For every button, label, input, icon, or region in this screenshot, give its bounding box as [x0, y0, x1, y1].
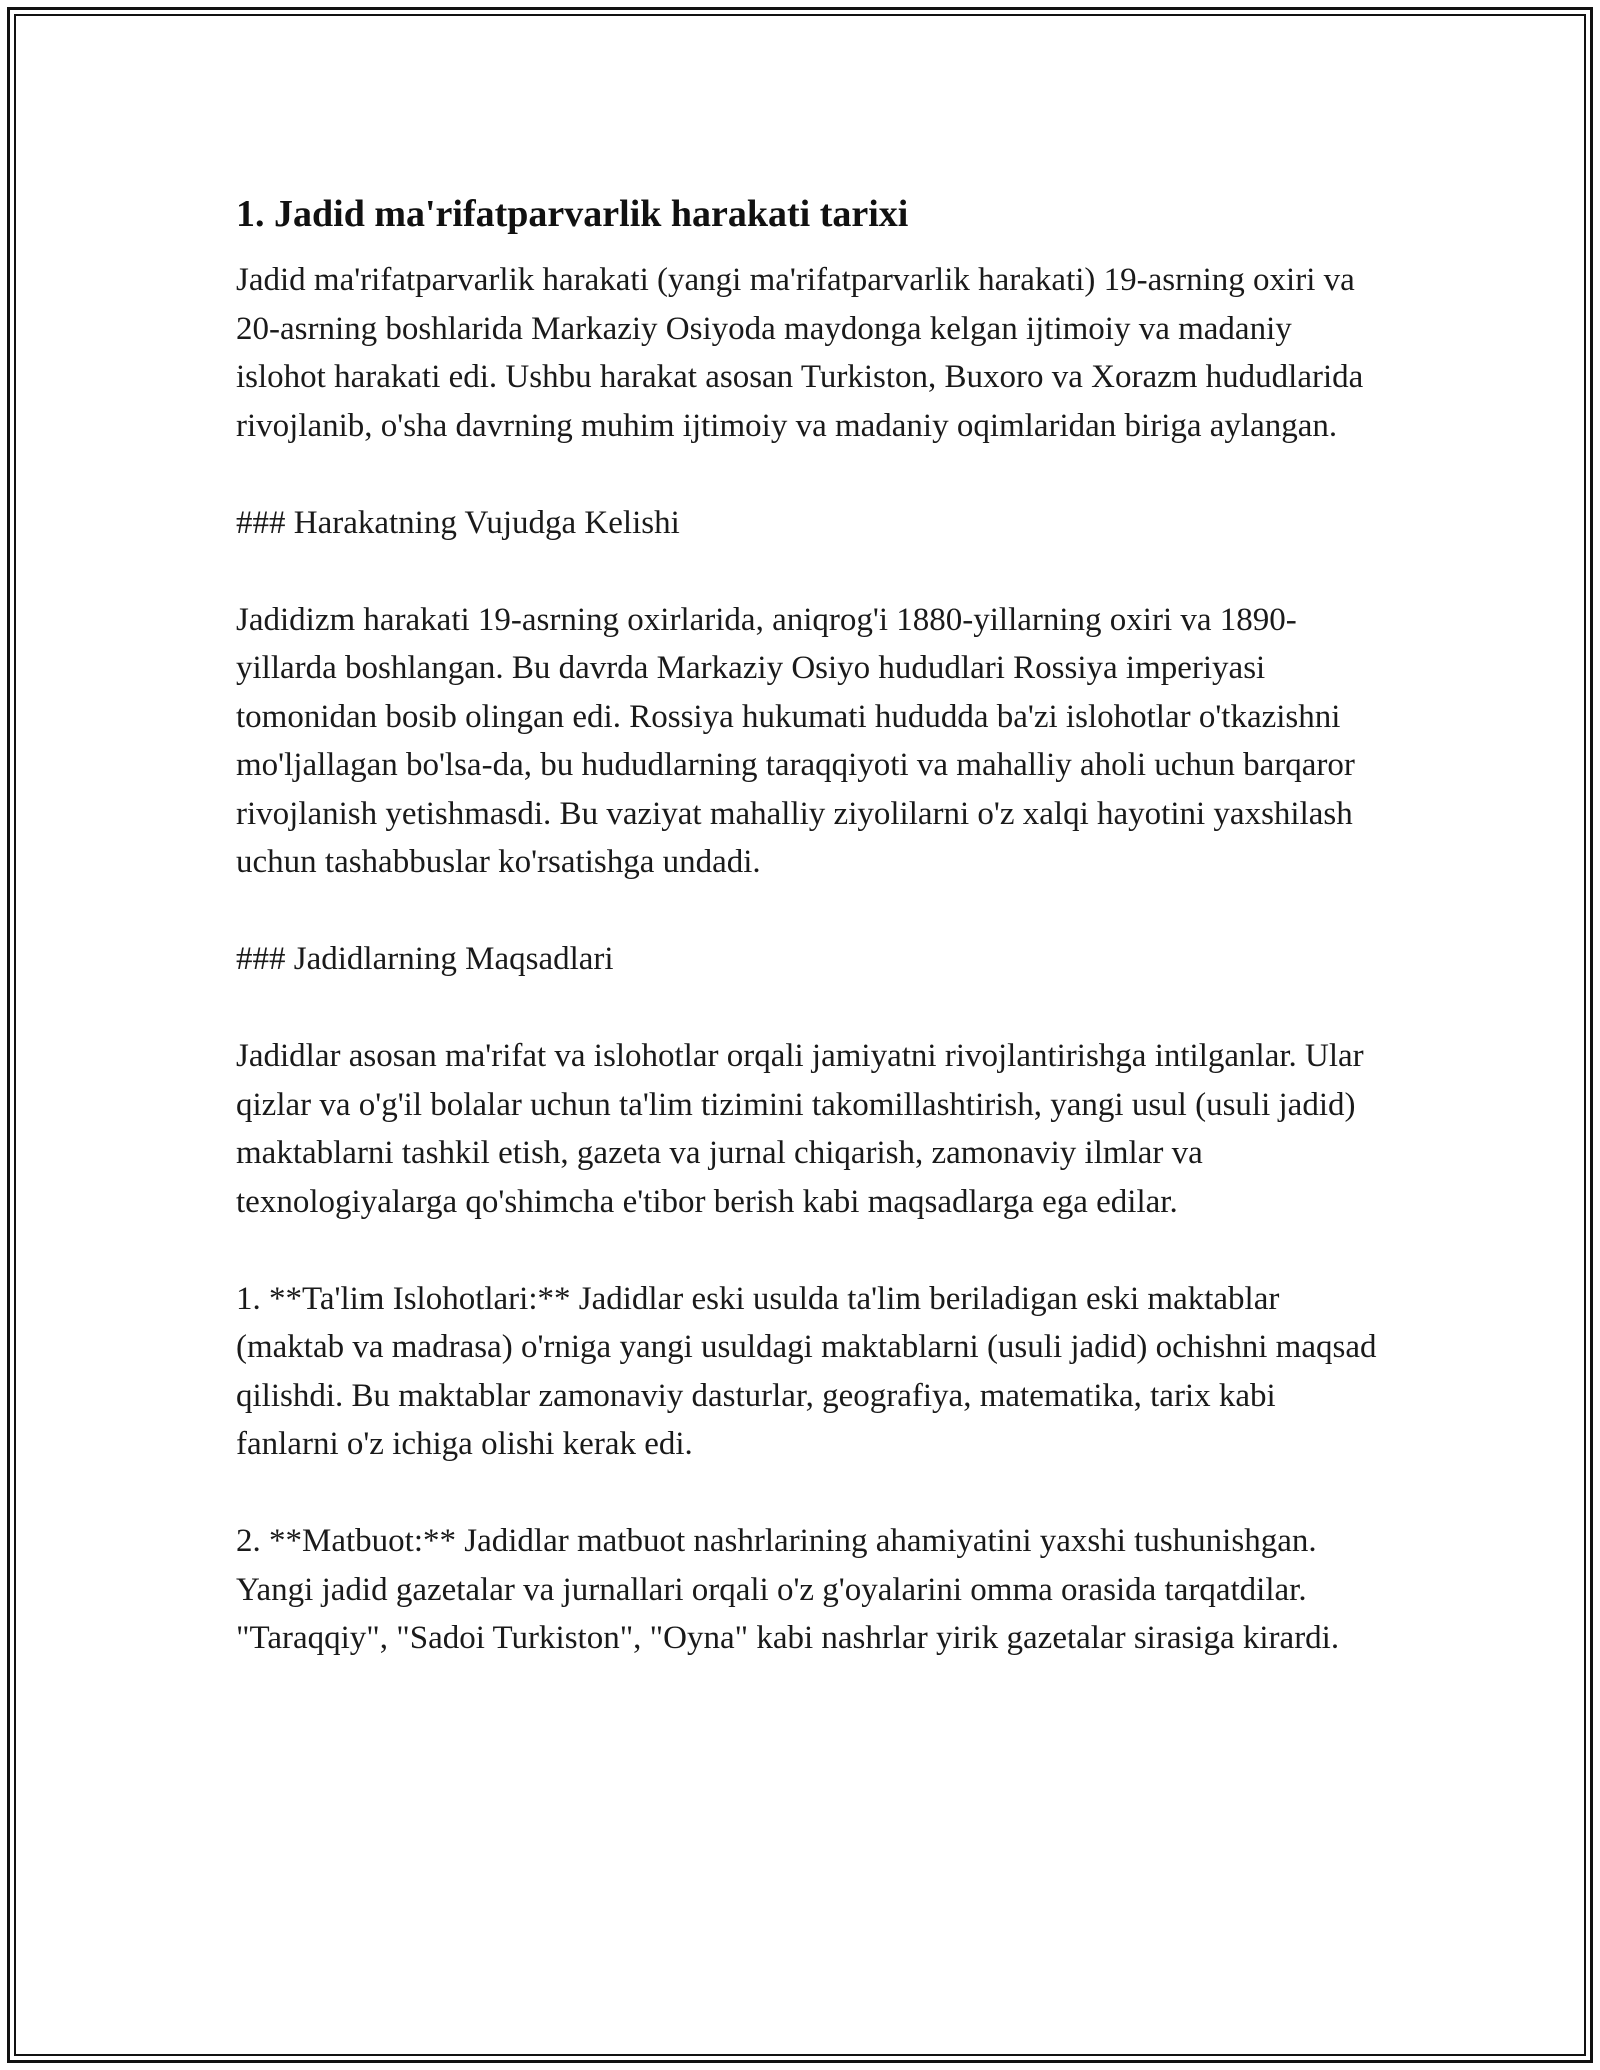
section-heading-origins: ### Harakatning Vujudga Kelishi [236, 504, 680, 541]
list-item-education: 1. **Ta'lim Islohotlari:** Jadidlar eski usulda ta'lim beriladigan eski maktablar (maktab va madrasa) o'rniga yangi usuldagi maktablarni (usuli jadid) ochishni maqsad qilishdi. Bu maktablar zamonaviy dasturlar, geografiya, matematika, tarix kabi fanlarni o'z ichiga olishi kerak edi. [236, 1280, 1377, 1462]
document-body [236, 188, 1386, 1711]
origins-paragraph: Jadidizm harakati 19-asrning oxirlarida, aniqrog'i 1880-yillarning oxiri va 1890-yillarda boshlangan. Bu davrda Markaziy Osiyo hududlari Rossiya imperiyasi tomonidan bosib olingan edi. Rossiya hukumati hududda ba'zi islohotlar o'tkazishni mo'ljallagan bo'lsa-da, bu hududlarning taraqqiyoti va mahalliy aholi uchun barqaror rivojlanish yetishmasdi. Bu vaziyat mahalliy ziyolilarni o'z xalqi hayotini yaxshilash uchun tashabbuslar ko'rsatishga undadi. [236, 601, 1355, 880]
list-item-press: 2. **Matbuot:** Jadidlar matbuot nashrlarining ahamiyatini yaxshi tushunishgan. Yangi jadid gazetalar va jurnallari orqali o'z g'oyalarini omma orasida tarqatdilar. "Taraqqiy", "Sadoi Turkiston", "Oyna" kabi nashrlar yirik gazetalar sirasiga kirardi. [236, 1523, 1340, 1656]
document-title: 1. Jadid ma'rifatparvarlik harakati tarixi [236, 193, 909, 235]
section-heading-goals: ### Jadidlarning Maqsadlari [236, 941, 614, 977]
goals-paragraph: Jadidlar asosan ma'rifat va islohotlar orqali jamiyatni rivojlantirishga intilganlar. Ular qizlar va o'g'il bolalar uchun ta'lim tizimini takomillashtirish, yangi usul (usuli jadid) maktablarni tashkil etish, gazeta va jurnal chiqarish, zamonaviy ilmlar va texnologiyalarga qo'shimcha e'tibor berish kabi maqsadlarga ega edilar. [236, 1038, 1364, 1220]
intro-paragraph: Jadid ma'rifatparvarlik harakati (yangi ma'rifatparvarlik harakati) 19-asrning oxiri va 20-asrning boshlarida Markaziy Osiyoda maydonga kelgan ijtimoiy va madaniy islohot harakati edi. Ushbu harakat asosan Turkiston, Buxoro va Xorazm hududlarida rivojlanib, o'sha davrning muhim ijtimoiy va madaniy oqimlaridan biriga aylangan. [236, 262, 1364, 444]
